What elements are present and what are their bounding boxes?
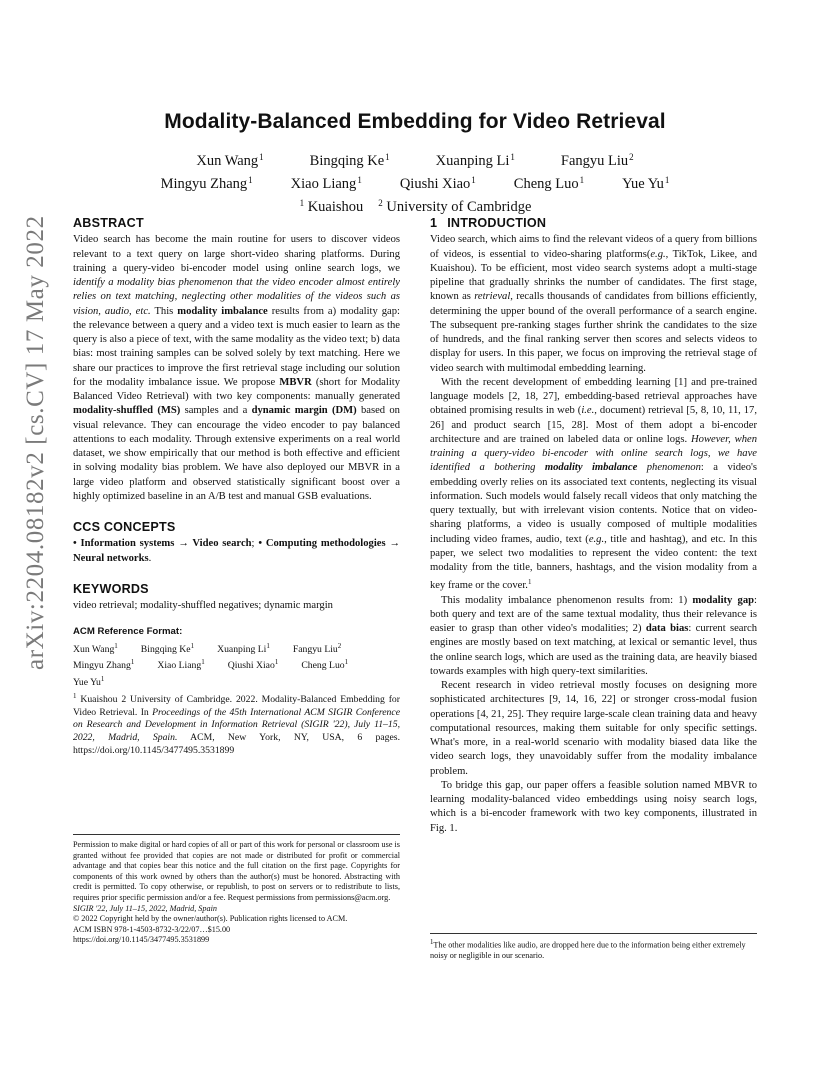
ref-author: Yue Yu$^1$	[73, 675, 105, 689]
intro-paragraph-2: With the recent development of embedding learning [1] and pre-trained language models [2, 18, 27], embedding-based retrieval approaches have obtained promising results in web (i.e., document) retrieval [5, 8, 10, 11, 17, 26] and product search [15, 28]. Most of them adopt a bi-encoder architecture and are trained on labeled data or online logs. However, when training a query-video bi-encoder with online search logs, we have identified a bothering modality imbalance phenomenon: a video's embedding overly relies on its associated text contents, neglecting its visual information. Such models would falsely recall videos that only matching the query textually, but with irrelevant vision contents. Notice that on video-sharing platforms, a video is usually composed of multiple modalities including video frames, audio, text (e.g., title and hashtag), and etc. In this paper, we select two modalities to represent the video content: the text modality from the title, banners, hashtags, and the vision modality from a key frame or the cover.$^1$	[430, 376, 758, 592]
paper-title: Modality-Balanced Embedding for Video Retrieval	[164, 110, 666, 133]
ref-author: Xiao Liang$^1$	[157, 658, 205, 672]
permission-copyright: © 2022 Copyright held by the owner/author(s). Publication rights licensed to ACM.	[73, 914, 348, 924]
affiliation: $^1$ Kuaishou	[299, 198, 364, 215]
reference-format-text: Xun Wang$^1$ Bingqing Ke$^1$ Xuanping Li$^1$ Fangyu Liu$^2$ Mingyu Zhang$^1$ Xiao Liang$^1$ Qiushi Xiao$^1$ Cheng Luo$^1$ Yue Yu$^1$ $^1$ Kuaishou 2 University of Cambridge. 2022. Modality-Balanced Embedding for Video Retrieval. In Proceedings of the 45th International ACM SIGIR Conference on Research and Development in Information Retrieval (SIGIR '22), July 11–15, 2022, Madrid, Spain. ACM, New York, NY, USA, 6 pages. https://doi.org/10.1145/3477495.3531899	[73, 641, 401, 757]
intro-heading: 1 INTRODUCTION	[430, 216, 547, 230]
intro-paragraph-4: Recent research in video retrieval mostly focuses on designing more sophisticated architectures [9, 14, 16, 22] or stronger cross-modal fusion operations [4, 21, 25]. They require large-scale clean training data and heavy computational resources, making them suitable for only specific settings. What's more, in a real-world scenario with modality biased data like the video search logs, they unavoidably suffer from the modality imbalance problem.	[430, 680, 757, 777]
author: Qiushi Xiao$^1$	[399, 175, 476, 192]
abstract-text: Video search has become the main routine for users to discover videos relevant to a text query on large short-video sharing platforms. During training a query-video bi-encoder model using online search logs, we identify a modality bias phenomenon that the video encoder almost entirely relies on text matching, neglecting other modalities of the videos such as vision, audio, etc. This modality imbalance results from a) modality gap: the relevance between a query and a video text is much easier to learn as the query is also a piece of text, with the same modality as the video text; b) data bias: most training samples can be solved solely by text matching. Here we share our practices to improve the first retrieval stage including our solution for the modality imbalance issue. We propose MBVR (short for Modality Balanced Video Retrieval) with two key components: manually generated modality-shuffled (MS) samples and a dynamic margin (DM) based on visual relevance. They can encourage the video encoder to pay balanced attentions to each modality. Through extensive experiments on a real world dataset, we show empirically that our method is both effective and efficient in solving modality bias problem. We have also deployed our MBVR in a large video platform and observed statistically significant boost over a highly optimized baseline in an A/B test and manual GSB evaluations.	[73, 234, 401, 502]
footnote-text: The other modalities like audio, are dropped here due to the information being either extremely noisy or negligible in our scenario.	[430, 940, 746, 961]
author: Cheng Luo$^1$	[513, 175, 585, 192]
ref-author: Qiushi Xiao$^1$	[227, 658, 279, 672]
ccs-text: • Information systems → Video search; • Computing methodologies → Neural networks.	[73, 538, 401, 564]
author-block	[70, 148, 760, 217]
ref-author: Xuanping Li$^1$	[217, 641, 270, 655]
arxiv-stamp-text: arXiv:2204.08182v2 [cs.CV] 17 May 2022	[22, 215, 49, 670]
keywords-heading: KEYWORDS	[73, 581, 149, 596]
author: Xun Wang$^1$	[196, 152, 264, 169]
permission-conf: SIGIR '22, July 11–15, 2022, Madrid, Spain	[73, 903, 217, 913]
permission-doi[interactable]: https://doi.org/10.1145/3477495.3531899	[73, 935, 210, 945]
ref-author: Fangyu Liu$^2$	[292, 641, 342, 655]
affiliation: $^2$ University of Cambridge	[378, 198, 532, 215]
author: Bingqing Ke$^1$	[309, 152, 390, 169]
permission-isbn: ACM ISBN 978-1-4503-8732-3/22/07…$15.00	[73, 924, 231, 934]
ref-author: Mingyu Zhang$^1$	[73, 658, 135, 672]
abstract-heading: ABSTRACT	[73, 216, 144, 230]
author: Xuanping Li$^1$	[435, 152, 515, 169]
left-column	[73, 216, 400, 758]
footnote	[430, 933, 757, 962]
intro-paragraph-3: This modality imbalance phenomenon results from: 1) modality gap: both query and text are of the same textual modality, thus their relevance is easier to grasp than other video's modalities; 2) data bias: current search engines are mostly based on text matching, at lexical or semantic level, thus the online search logs, which are used as the training data, are heavily biased towards examples with high query-text similarities.	[430, 594, 757, 677]
ccs-heading: CCS CONCEPTS	[73, 520, 176, 534]
reference-format-heading: ACM Reference Format:	[73, 626, 183, 638]
author: Fangyu Liu$^2$	[560, 152, 634, 169]
intro-paragraph-5: To bridge this gap, our paper offers a feasible solution named MBVR to learning modality-balanced video embeddings using noisy search logs, which is a bi-encoder framework with two key components, illustrated in Fig. 1.	[430, 779, 757, 834]
author: Mingyu Zhang$^1$	[160, 175, 253, 192]
keywords-text: video retrieval; modality-shuffled negatives; dynamic margin	[73, 600, 333, 611]
author-row-1	[70, 148, 760, 171]
permission-text: Permission to make digital or hard copies of all or part of this work for personal or classroom use is granted without fee provided that copies are not made or distributed for profit or commercial advantage and that copies bear this notice and the full citation on the first page. Copyrights for components of this work owned by others than the author(s) must be honored. Abstracting with credit is permitted. To copy otherwise, or republish, to post on servers or to redistribute to lists, requires prior specific permission and/or a fee. Request permissions from permissions@acm.org.	[73, 840, 400, 902]
intro-paragraph-1: Video search, which aims to find the relevant videos of a query from billions of videos, is essential to video-sharing platforms(e.g., TikTok, Likee, and Kuaishou). To be efficient, most video search systems adopt a multi-stage pipeline that gradually shrinks the number of candidates. The first stage, known as retrieval, recalls thousands of candidates from billions efficiently, determining the upper bound of the overall performance of a search engine. The subsequent pre-ranking stages further shrink the candidates to the size of hundreds, and the final ranking server then scores and selects videos to display for users. In this paper, we focus on improving the retrieval stage of video search with multimodal embedding learning.	[430, 234, 757, 374]
author: Yue Yu$^1$	[622, 175, 670, 192]
footnote-number: 1	[430, 939, 434, 946]
ref-author: Xun Wang$^1$	[73, 641, 118, 655]
affiliation-row	[70, 194, 760, 217]
ref-author: Bingqing Ke$^1$	[140, 641, 195, 655]
author-row-2	[70, 171, 760, 194]
permission-notice	[73, 834, 400, 946]
reference-authors	[73, 640, 400, 690]
ref-author: Cheng Luo$^1$	[301, 658, 349, 672]
author: Xiao Liang$^1$	[290, 175, 362, 192]
right-column	[430, 216, 757, 836]
